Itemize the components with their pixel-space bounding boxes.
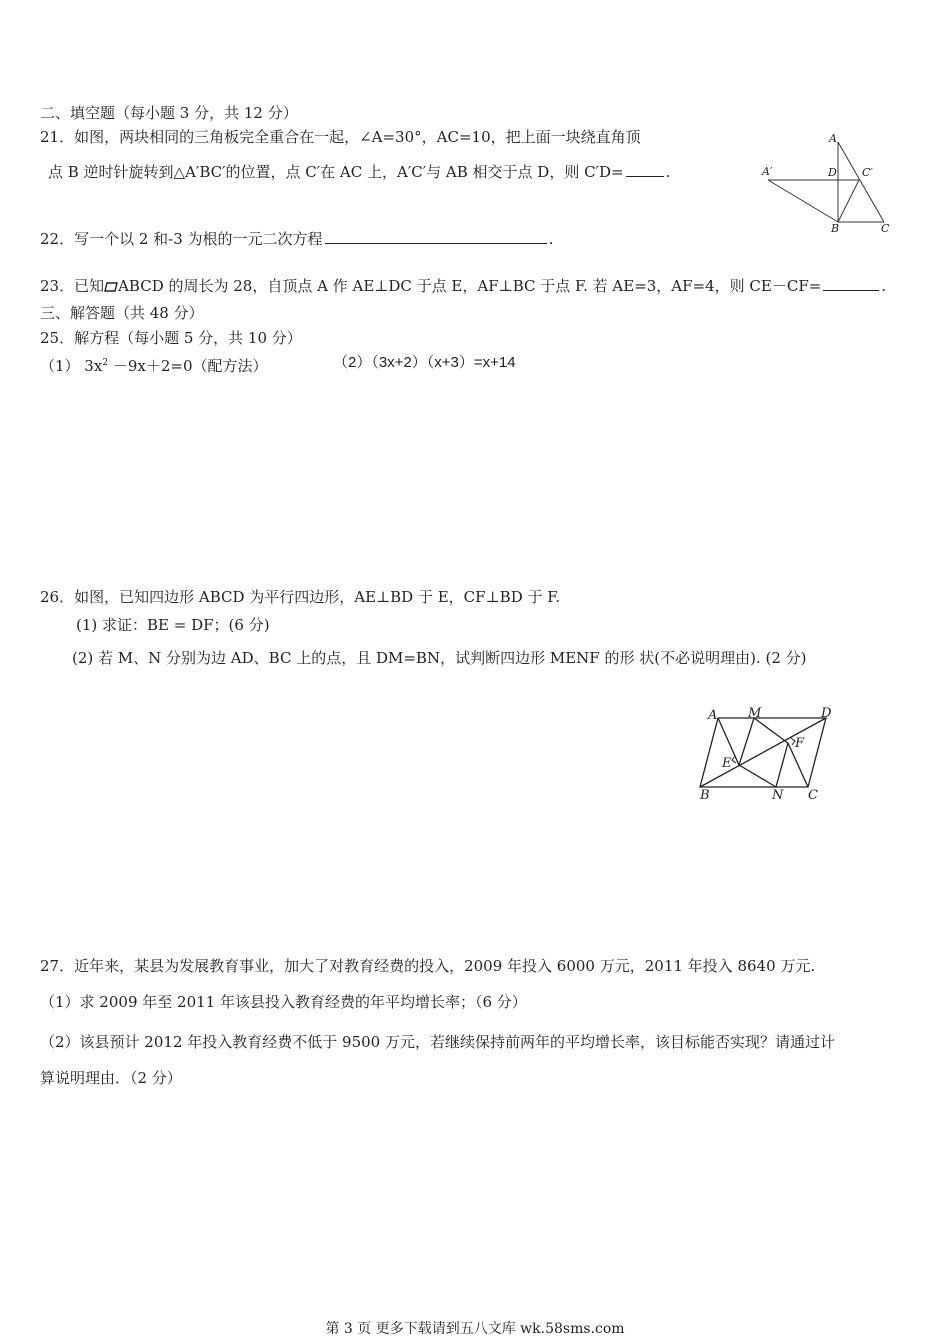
label-d: D xyxy=(828,166,837,179)
label-e: E xyxy=(722,756,732,771)
label-a: A xyxy=(708,708,718,723)
q21-line2-wrap xyxy=(48,162,670,182)
line-ne xyxy=(739,765,776,787)
line-b-c-prime xyxy=(838,180,859,222)
section2-title: 二、填空题（每小题 3 分，共 12 分） xyxy=(40,104,298,122)
q25-part1-prefix: （1） 3x xyxy=(40,357,103,375)
q25-part2: （2）（3x+2）（x+3）=x+14 xyxy=(333,354,516,371)
q25-title: 25．解方程（每小题 5 分，共 10 分） xyxy=(40,329,302,347)
q26-part2: (2) 若 M、N 分别为边 AD、BC 上的点，且 DM=BN，试判断四边形 MENF 的形 状(不必说明理由). (2 分) xyxy=(72,649,807,667)
q22-text: 22．写一个以 2 和-3 为根的一元二次方程 xyxy=(40,230,323,248)
q27-part1: （1）求 2009 年至 2011 年该县投入教育经费的年平均增长率；（6 分） xyxy=(40,993,527,1011)
label-c-prime: C′ xyxy=(862,166,873,179)
q23-end: . xyxy=(881,277,887,295)
line-ac xyxy=(838,142,884,222)
q26-parallelogram-figure xyxy=(698,703,838,803)
q26-part1: (1) 求证：BE = DF；(6 分) xyxy=(76,616,270,634)
q21-line2: 点 B 逆时针旋转到△A′BC′的位置，点 C′在 AC 上，A′C′与 AB 相交于点 D，则 C′D= xyxy=(48,163,624,181)
section3-title: 三、解答题（共 48 分） xyxy=(40,304,204,322)
q22-answer-blank[interactable] xyxy=(325,229,547,244)
q21-line2-end: . xyxy=(665,163,671,181)
line-a-prime-b xyxy=(768,180,838,222)
q21-triangle-figure xyxy=(758,130,898,235)
q21-line1: 21．如图，两块相同的三角板完全重合在一起，∠A=30°，AC=10，把上面一块绕直角顶 xyxy=(40,128,641,146)
q27-part2-line1: （2）该县预计 2012 年投入教育经费不低于 9500 万元，若继续保持前两年的平均增长率，该目标能否实现？请通过计 xyxy=(40,1033,835,1051)
label-c: C xyxy=(881,222,890,235)
q27-part2-line2: 算说明理由．（2 分） xyxy=(40,1069,182,1087)
label-d: D xyxy=(821,706,832,721)
q23-text-after: ABCD 的周长为 28，自顶点 A 作 AE⊥DC 于点 E，AF⊥BC 于点 F. 若 AE=3，AF=4，则 CE－CF= xyxy=(118,277,822,295)
label-a: A xyxy=(829,132,837,145)
line-mf xyxy=(754,718,788,743)
q23-line xyxy=(40,276,886,296)
label-c: C xyxy=(808,788,818,803)
q27-title: 27．近年来，某县为发展教育事业，加大了对教育经费的投入，2009 年投入 6000 万元，2011 年投入 8640 万元. xyxy=(40,957,816,975)
label-f: F xyxy=(795,736,805,751)
label-n: N xyxy=(772,788,784,803)
line-nf xyxy=(776,743,788,787)
label-b: B xyxy=(700,788,710,803)
q23-text-before: 23．已知 xyxy=(40,277,105,295)
label-a-prime: A′ xyxy=(762,165,773,178)
q26-title: 26．如图，已知四边形 ABCD 为平行四边形，AE⊥BD 于 E，CF⊥BD 于 F. xyxy=(40,588,561,606)
q22-line xyxy=(40,229,553,249)
page-footer: 第 3 页 更多下载请到五八文库 wk.58sms.com xyxy=(325,1321,625,1337)
label-m: M xyxy=(748,706,762,721)
q23-answer-blank[interactable] xyxy=(823,276,879,291)
label-b: B xyxy=(831,222,840,235)
q25-part1 xyxy=(40,353,268,376)
diagonal-bd xyxy=(700,718,826,787)
q21-answer-blank[interactable] xyxy=(626,162,664,177)
parallelogram-icon xyxy=(104,282,118,292)
q25-part1-sup: 2 xyxy=(102,358,109,368)
q25-part1-suffix: －9x＋2=0（配方法） xyxy=(108,357,268,375)
q22-end: . xyxy=(548,230,554,248)
